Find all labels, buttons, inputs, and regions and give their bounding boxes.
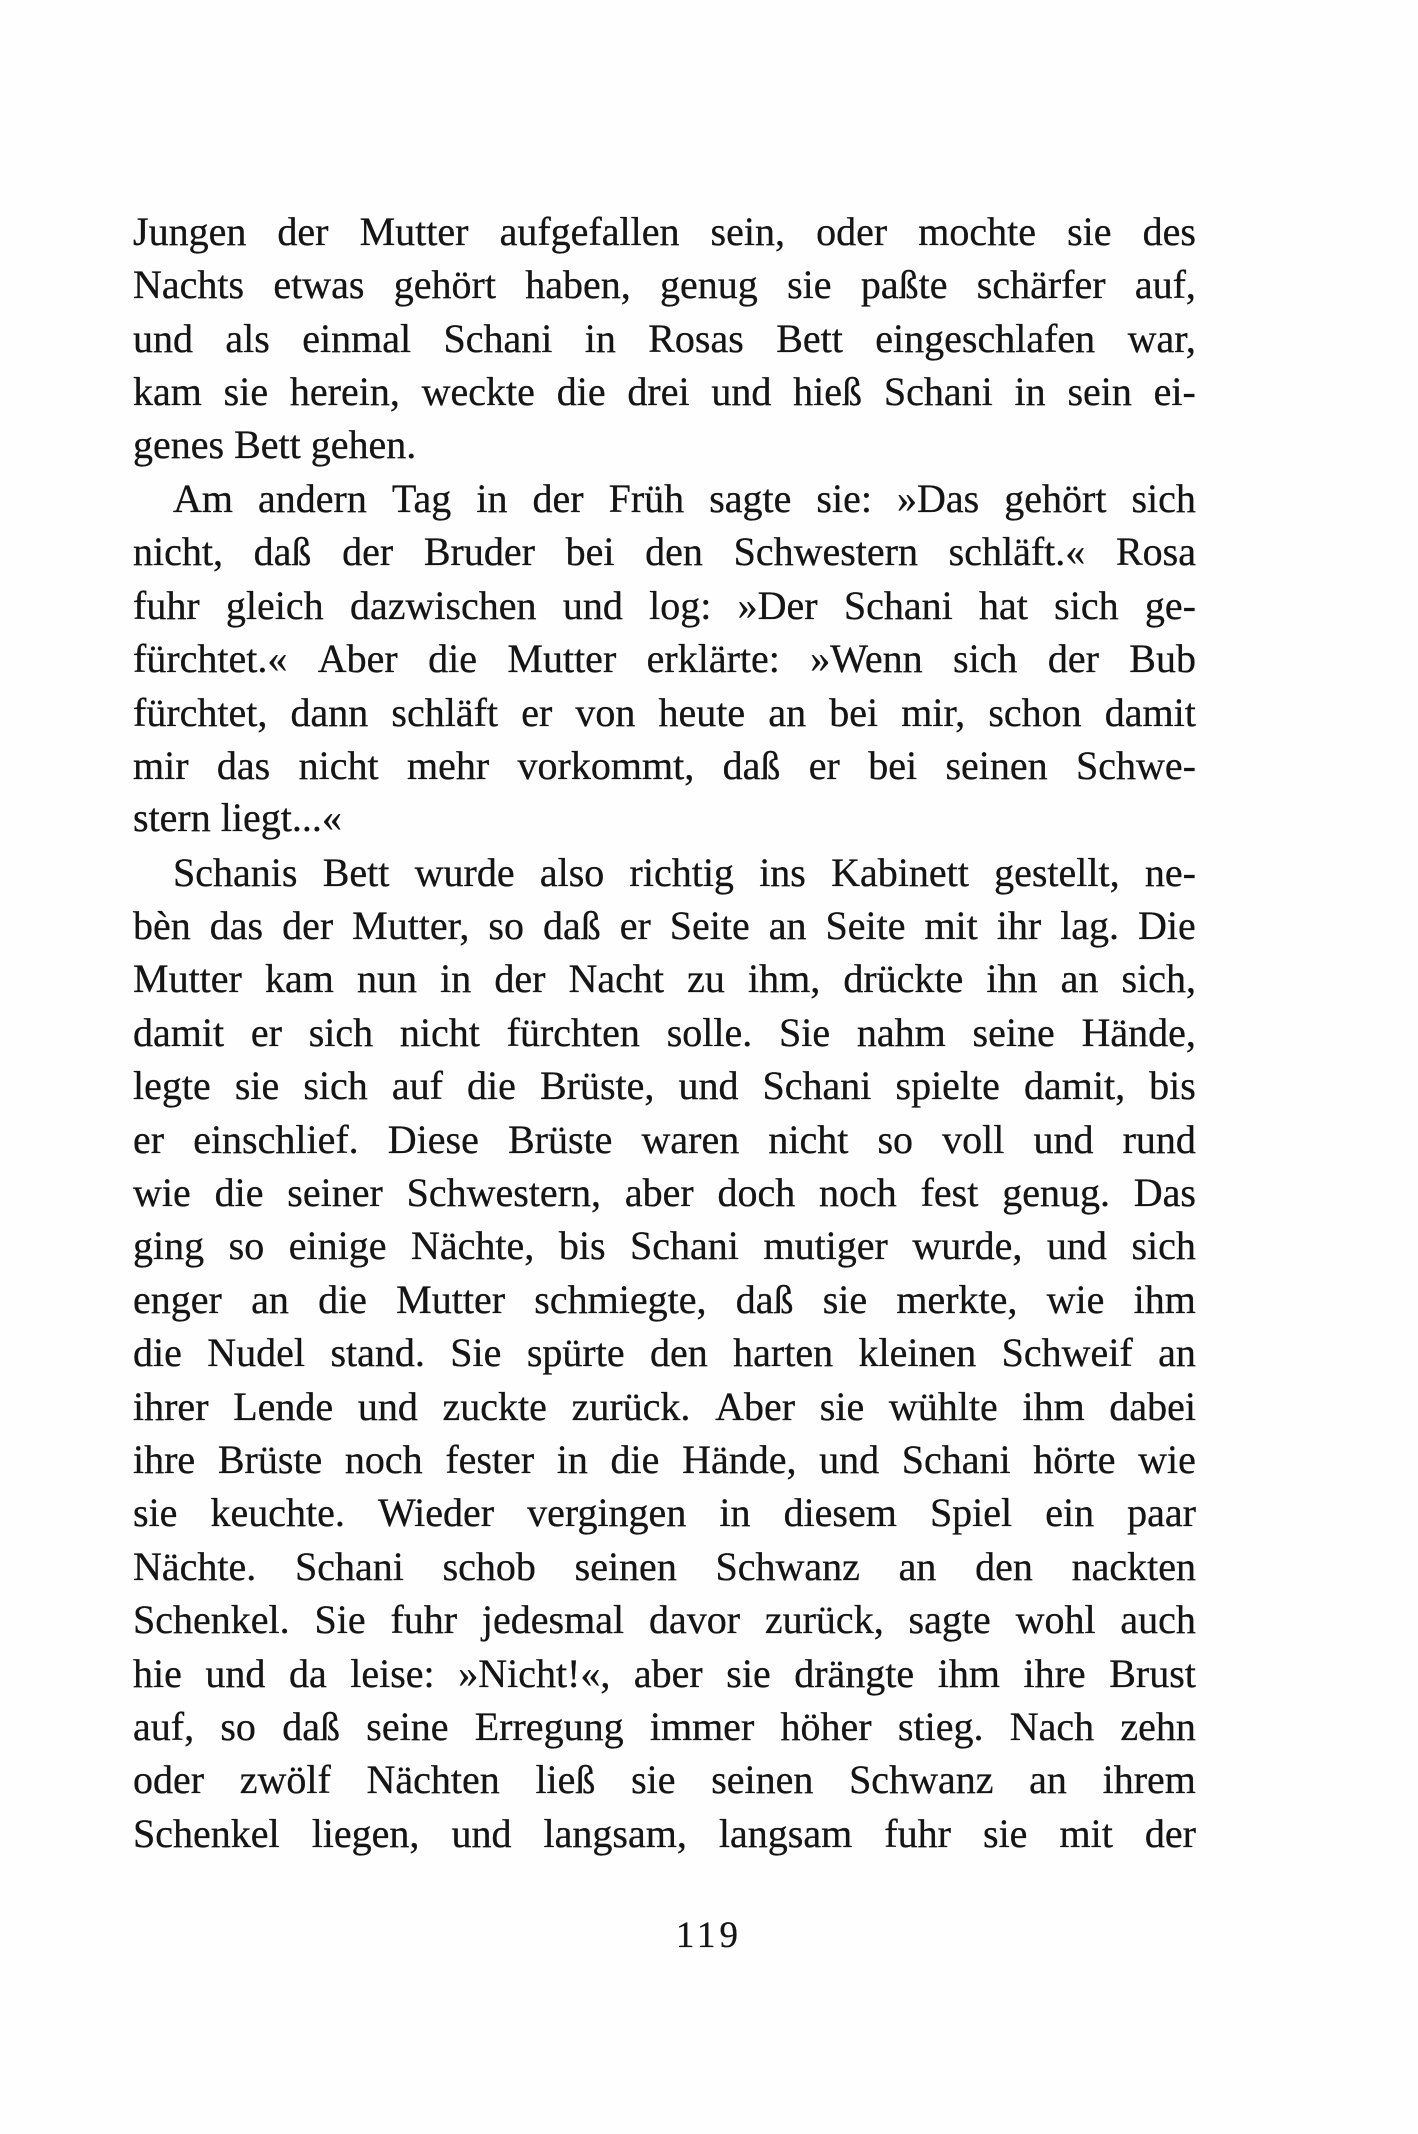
text-line: ihrer Lende und zuckte zurück. Aber sie wühlte ihm dabei (133, 1383, 1196, 1429)
text-line: damit er sich nicht fürchten solle. Sie nahm seine Hände, (133, 1009, 1196, 1055)
text-line: wie die seiner Schwestern, aber doch noch fest genug. Das (133, 1170, 1196, 1216)
paragraph (133, 849, 1196, 1863)
page-number: 119 (675, 1915, 743, 1956)
text-line: Schanis Bett wurde also richtig ins Kabinett gestellt, ne- (173, 849, 1196, 895)
text-line: genes Bett gehen. (133, 421, 417, 467)
text-line: ging so einige Nächte, bis Schani mutiger wurde, und sich (133, 1223, 1196, 1269)
paragraph (133, 208, 1196, 475)
text-line: Schenkel. Sie fuhr jedesmal davor zurück, sagte wohl auch (133, 1597, 1196, 1643)
text-line: mir das nicht mehr vorkommt, daß er bei seinen Schwe- (133, 742, 1196, 788)
text-line: er einschlief. Diese Brüste waren nicht so voll und rund (133, 1116, 1196, 1162)
text-block (133, 208, 1196, 1863)
text-line: fürchtet, dann schläft er von heute an bei mir, schon damit (133, 689, 1196, 735)
text-line: Schenkel liegen, und langsam, langsam fuhr sie mit der (133, 1810, 1196, 1856)
text-line: kam sie herein, weckte die drei und hieß Schani in sein ei- (133, 369, 1196, 415)
text-line: sie keuchte. Wieder vergingen in diesem Spiel ein paar (133, 1490, 1196, 1536)
text-line: Am andern Tag in der Früh sagte sie: »Das gehört sich (173, 475, 1196, 521)
text-line: stern liegt...« (133, 795, 342, 841)
paragraph (133, 475, 1196, 849)
text-line: auf, so daß seine Erregung immer höher stieg. Nach zehn (133, 1703, 1196, 1749)
text-line: legte sie sich auf die Brüste, und Schani spielte damit, bis (133, 1063, 1196, 1109)
text-line: Mutter kam nun in der Nacht zu ihm, drückte ihn an sich, (133, 956, 1196, 1002)
text-line: oder zwölf Nächten ließ sie seinen Schwanz an ihrem (133, 1757, 1196, 1803)
text-line: Jungen der Mutter aufgefallen sein, oder mochte sie des (133, 209, 1196, 254)
text-line: nicht, daß der Bruder bei den Schwestern schläft.« Rosa (133, 529, 1196, 575)
text-line: Nächte. Schani schob seinen Schwanz an den nackten (133, 1543, 1196, 1589)
text-line: bèn das der Mutter, so daß er Seite an Seite mit ihr lag. Die (133, 903, 1196, 949)
text-line: hie und da leise: »Nicht!«, aber sie drängte ihm ihre Brust (133, 1650, 1196, 1696)
text-line: und als einmal Schani in Rosas Bett eingeschlafen war, (133, 315, 1196, 361)
text-line: enger an die Mutter schmiegte, daß sie merkte, wie ihm (133, 1276, 1196, 1322)
text-line: fuhr gleich dazwischen und log: »Der Schani hat sich ge- (133, 582, 1196, 628)
text-line: fürchtet.« Aber die Mutter erklärte: »Wenn sich der Bub (133, 636, 1196, 682)
text-line: Nachts etwas gehört haben, genug sie paßte schärfer auf, (133, 262, 1196, 308)
text-line: die Nudel stand. Sie spürte den harten kleinen Schweif an (133, 1330, 1196, 1376)
text-line: ihre Brüste noch fester in die Hände, und Schani hörte wie (133, 1436, 1196, 1482)
